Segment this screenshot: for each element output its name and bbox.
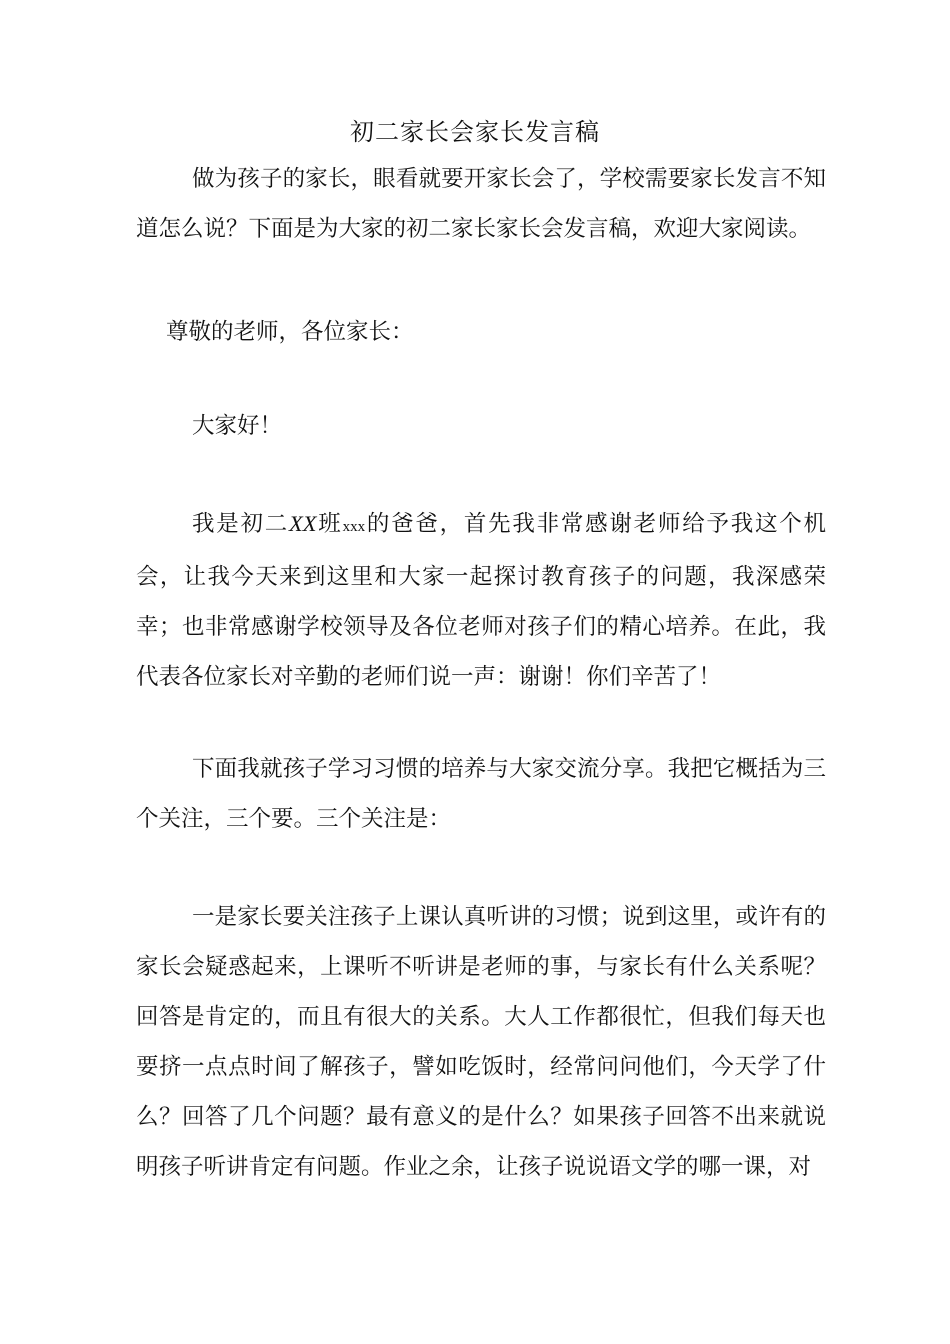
document-title: 初二家长会家长发言稿: [350, 118, 600, 146]
paragraph-habits: 下面我就孩子学习习惯的培养与大家交流分享。我把它概括为三个关注，三个要。三个关注是：: [136, 756, 826, 832]
class-suffix: 班: [316, 511, 343, 537]
para1-body: 的爸爸，首先我非常感谢老师给予我这个机会，让我今天来到这里和大家一起探讨教育孩子的问题，我深感荣幸；也非常感谢学校领导及各位老师对孩子们的精心培养。在此，我代表各位家长对辛勤的老师们说一声：谢谢！你们辛苦了！: [136, 511, 826, 690]
paragraph-introduction: [136, 499, 826, 702]
class-name: XX: [289, 511, 317, 536]
salutation: 尊敬的老师，各位家长：: [166, 319, 414, 345]
para1-prefix: 我是初二: [192, 511, 290, 537]
intro-paragraph: 做为孩子的家长，眼看就要开家长会了，学校需要家长发言不知道怎么说？下面是为大家的初二家长家长会发言稿，欢迎大家阅读。: [136, 166, 826, 242]
student-name: xxx: [342, 519, 366, 535]
greeting: 大家好！: [192, 413, 283, 439]
paragraph-first-focus: 一是家长要关注孩子上课认真听讲的习惯；说到这里，或许有的家长会疑惑起来，上课听不听讲是老师的事，与家长有什么关系呢？回答是肯定的，而且有很大的关系。大人工作都很忙，但我们每天也要挤一点点时间了解孩子，譬如吃饭时，经常问问他们，今天学了什么？回答了几个问题？最有意义的是什么？如果孩子回答不出来就说明孩子听讲肯定有问题。作业之余，让孩子说说语文学的哪一课，对: [136, 904, 826, 1180]
